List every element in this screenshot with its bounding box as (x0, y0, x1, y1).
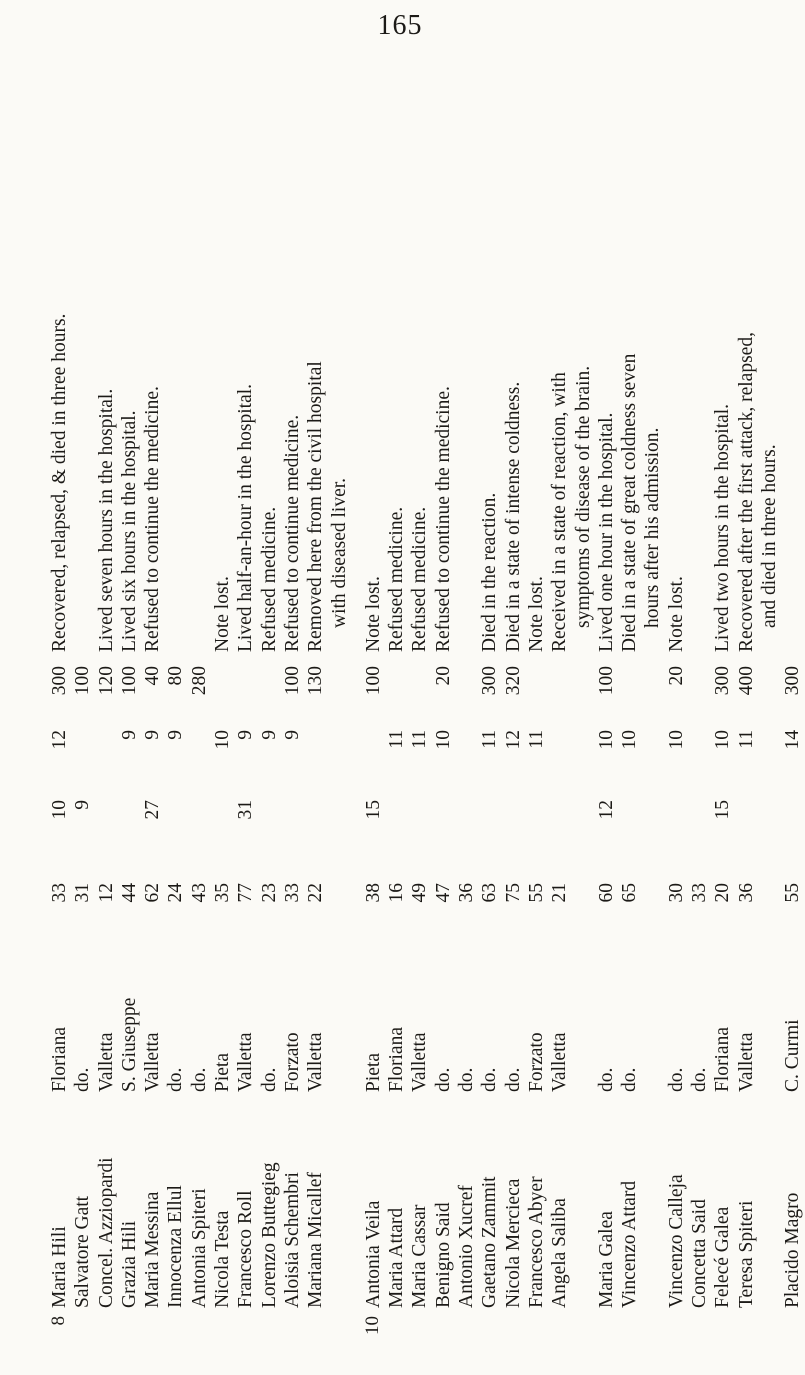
result-note: Refused medicine. (386, 506, 408, 652)
result-note: with diseased liver. (328, 477, 350, 628)
days-ill: 27 (142, 800, 164, 820)
patient-place: Valletta (409, 1032, 431, 1092)
result-note: Refused to continue the medicine. (432, 386, 454, 652)
days-ill: 12 (595, 800, 617, 820)
result-note: Lived six hours in the hospital. (118, 410, 140, 652)
patient-name: Gaetano Zammit (479, 1176, 501, 1308)
patient-place: do. (502, 1067, 524, 1092)
stage-value: 10 (595, 730, 617, 750)
result-note: Died in a state of intense coldness. (502, 381, 524, 652)
table-row (665, 82, 688, 1352)
result-note: Note lost. (212, 576, 234, 652)
patient-name: Maria Messina (142, 1191, 164, 1308)
days-ill: 31 (235, 800, 257, 820)
result-note: Note lost. (665, 576, 687, 652)
patient-place: Valletta (305, 1032, 327, 1092)
patient-name: Maria Attard (386, 1207, 408, 1308)
dose-value: 40 (142, 666, 164, 686)
result-note: symptoms of disease of the brain. (572, 365, 594, 628)
stage-value: 10 (432, 730, 454, 750)
table-row (118, 82, 141, 1352)
patient-name: Salvatore Gatt (72, 1195, 94, 1308)
stage-value: 12 (502, 730, 524, 750)
table-row-continuation (328, 82, 351, 1352)
patient-group (48, 82, 351, 1352)
table-row-continuation (641, 82, 664, 1352)
patient-name: Nicola Mercieca (502, 1178, 524, 1308)
dose-value: 400 (735, 666, 757, 696)
patient-age: 55 (525, 883, 547, 903)
patient-age: 77 (235, 883, 257, 903)
table-row (618, 82, 641, 1352)
patient-name: Antonio Xucref (456, 1185, 478, 1308)
table-row (688, 82, 711, 1352)
stage-value: 9 (118, 730, 140, 740)
patient-place: S. Giuseppe (118, 997, 140, 1092)
patient-name: Felecé Galea (712, 1206, 734, 1308)
patient-age: 30 (665, 883, 687, 903)
patient-age: 16 (386, 883, 408, 903)
patient-age: 33 (281, 883, 303, 903)
patient-name: Innocenza Ellul (165, 1185, 187, 1308)
patient-age: 43 (188, 883, 210, 903)
stage-value: 12 (49, 730, 70, 750)
table-row (502, 82, 525, 1352)
table-row-continuation (572, 82, 595, 1352)
days-ill: 9 (72, 800, 94, 810)
patient-place: C. Curmi (782, 1019, 804, 1092)
patient-place: do. (165, 1067, 187, 1092)
patient-name: Maria Cassar (409, 1204, 431, 1308)
result-note: Lived half-an-hour in the hospital. (235, 383, 257, 652)
stage-value: 9 (142, 730, 164, 740)
patient-age: 60 (595, 883, 617, 903)
table-row (188, 82, 211, 1352)
table-row (304, 82, 327, 1352)
days-ill: 15 (712, 800, 734, 820)
patient-name: Concetta Said (689, 1199, 711, 1308)
table-row (478, 82, 501, 1352)
patient-name: Mariana Micallef (305, 1172, 327, 1308)
patient-place: do. (456, 1067, 478, 1092)
stage-value: 9 (281, 730, 303, 740)
table-row (432, 82, 455, 1352)
patient-place: Valletta (735, 1032, 757, 1092)
result-note: hours after his admission. (642, 427, 664, 628)
result-note: Refused to continue medicine. (281, 414, 303, 652)
table-row (211, 82, 234, 1352)
patient-age: 49 (409, 883, 431, 903)
patient-age: 44 (118, 883, 140, 903)
table-row-continuation (758, 82, 781, 1352)
result-note: Refused medicine. (409, 506, 431, 652)
patient-age: 20 (712, 883, 734, 903)
patient-age: 22 (305, 883, 327, 903)
patient-name: Lorenzo Buttegieg (258, 1162, 280, 1308)
patient-place: Floriana (386, 1027, 408, 1092)
patient-name: Antonia Veila (362, 1200, 384, 1308)
result-note: and died in three hours. (758, 444, 780, 628)
patient-name: Vincenzo Attard (619, 1180, 641, 1308)
result-note: Note lost. (362, 576, 384, 652)
dose-value: 300 (712, 666, 734, 696)
table-row (281, 82, 304, 1352)
stage-value: 9 (258, 730, 280, 740)
patient-age: 12 (95, 883, 117, 903)
table-row (164, 82, 187, 1352)
dose-value: 100 (72, 666, 94, 696)
patient-place: Pieta (212, 1053, 234, 1092)
dose-value: 20 (665, 666, 687, 686)
stage-value: 11 (386, 730, 408, 749)
patient-place: do. (665, 1067, 687, 1092)
stage-value: 14 (782, 730, 804, 750)
result-note: Refused medicine. (258, 506, 280, 652)
patient-age: 33 (49, 883, 70, 903)
dose-value: 80 (165, 666, 187, 686)
patient-place: do. (595, 1067, 617, 1092)
dose-value: 130 (305, 666, 327, 696)
group-number: 8 (48, 1316, 69, 1326)
result-note: Recovered, relapsed, & died in three hours. (49, 313, 70, 652)
stage-value: 9 (165, 730, 187, 740)
patient-age: 63 (479, 883, 501, 903)
patient-age: 21 (549, 883, 571, 903)
patient-age: 62 (142, 883, 164, 903)
dose-value: 20 (432, 666, 454, 686)
patient-place: Valletta (95, 1032, 117, 1092)
patient-age: 47 (432, 883, 454, 903)
patient-age: 75 (502, 883, 524, 903)
dose-value: 300 (49, 666, 70, 696)
stage-value: 11 (409, 730, 431, 749)
page-number: 165 (377, 10, 423, 41)
table-row (781, 82, 804, 1352)
result-note: Lived two hours in the hospital. (712, 403, 734, 652)
dose-value: 120 (95, 666, 117, 696)
patient-age: 36 (735, 883, 757, 903)
dose-value: 320 (502, 666, 524, 696)
table-row (408, 82, 431, 1352)
stage-value: 10 (212, 730, 234, 750)
patient-name: Teresa Spiteri (735, 1200, 757, 1308)
stage-value: 11 (735, 730, 757, 749)
patient-group (362, 82, 805, 1352)
result-note: Received in a state of reaction, with (549, 372, 571, 652)
patient-age: 33 (689, 883, 711, 903)
patient-place: do. (72, 1067, 94, 1092)
patient-name: Grazia Hili (118, 1220, 140, 1308)
result-note: Refused to continue the medicine. (142, 386, 164, 652)
patient-age: 31 (72, 883, 94, 903)
stage-value: 10 (665, 730, 687, 750)
dose-value: 100 (362, 666, 384, 696)
patient-age: 38 (362, 883, 384, 903)
table-row (711, 82, 734, 1352)
patient-name: Maria Galea (595, 1211, 617, 1308)
table-row (595, 82, 618, 1352)
patient-place: do. (479, 1067, 501, 1092)
patient-age: 23 (258, 883, 280, 903)
patient-name: Angela Saliba (549, 1198, 571, 1308)
table-row (141, 82, 164, 1352)
patient-place: Forzato (525, 1032, 547, 1092)
result-note: Died in a state of great coldness seven (619, 353, 641, 652)
patient-name: Placido Magro (782, 1192, 804, 1308)
patient-name: Nicola Testa (212, 1210, 234, 1308)
dose-value: 100 (118, 666, 140, 696)
patient-place: Valletta (235, 1032, 257, 1092)
days-ill: 15 (362, 800, 384, 820)
result-note: Lived seven hours in the hospital. (95, 388, 117, 652)
stage-value: 10 (619, 730, 641, 750)
patient-place: do. (188, 1067, 210, 1092)
group-number: 10 (361, 1316, 383, 1335)
table-row (455, 82, 478, 1352)
patient-place: do. (619, 1067, 641, 1092)
patient-name: Aloisia Schembri (281, 1172, 303, 1308)
patient-place: do. (258, 1067, 280, 1092)
table-row (234, 82, 257, 1352)
patient-name: Maria Hili (49, 1226, 70, 1308)
result-note: Note lost. (525, 576, 547, 652)
sideways-table (48, 82, 804, 1352)
dose-value: 300 (479, 666, 501, 696)
table-row (48, 82, 71, 1352)
table-row (258, 82, 281, 1352)
patient-name: Francesco Roll (235, 1190, 257, 1308)
dose-value: 300 (782, 666, 804, 696)
table-row (95, 82, 118, 1352)
result-note: Removed here from the civil hospital (305, 361, 327, 652)
patient-place: Floriana (49, 1027, 70, 1092)
dose-value: 100 (281, 666, 303, 696)
patient-place: Valletta (142, 1032, 164, 1092)
table-row (735, 82, 758, 1352)
patient-name: Francesco Abyer (525, 1176, 547, 1308)
table-row (362, 82, 385, 1352)
patient-place: Forzato (281, 1032, 303, 1092)
stage-value: 11 (479, 730, 501, 749)
dose-value: 280 (188, 666, 210, 696)
patient-name: Vincenzo Calleja (665, 1174, 687, 1308)
patient-age: 35 (212, 883, 234, 903)
dose-value: 100 (595, 666, 617, 696)
days-ill: 10 (49, 800, 70, 820)
patient-age: 24 (165, 883, 187, 903)
patient-name: Benigno Said (432, 1202, 454, 1308)
stage-value: 11 (525, 730, 547, 749)
patient-age: 55 (782, 883, 804, 903)
patient-place: do. (432, 1067, 454, 1092)
patient-age: 36 (456, 883, 478, 903)
patient-place: Pieta (362, 1053, 384, 1092)
table-row (548, 82, 571, 1352)
table-row (385, 82, 408, 1352)
patient-place: Floriana (712, 1027, 734, 1092)
result-note: Died in the reaction. (479, 492, 501, 652)
patient-name: Antonia Spiteri (188, 1188, 210, 1308)
patient-place: do. (689, 1067, 711, 1092)
stage-value: 10 (712, 730, 734, 750)
patient-age: 65 (619, 883, 641, 903)
patient-place: Valletta (549, 1032, 571, 1092)
patient-name: Concel. Azziopardi (95, 1157, 117, 1308)
result-note: Lived one hour in the hospital. (595, 412, 617, 652)
table-row (525, 82, 548, 1352)
stage-value: 9 (235, 730, 257, 740)
result-note: Recovered after the first attack, relapsed, (735, 332, 757, 652)
table-body (48, 82, 805, 1352)
table-row (71, 82, 94, 1352)
